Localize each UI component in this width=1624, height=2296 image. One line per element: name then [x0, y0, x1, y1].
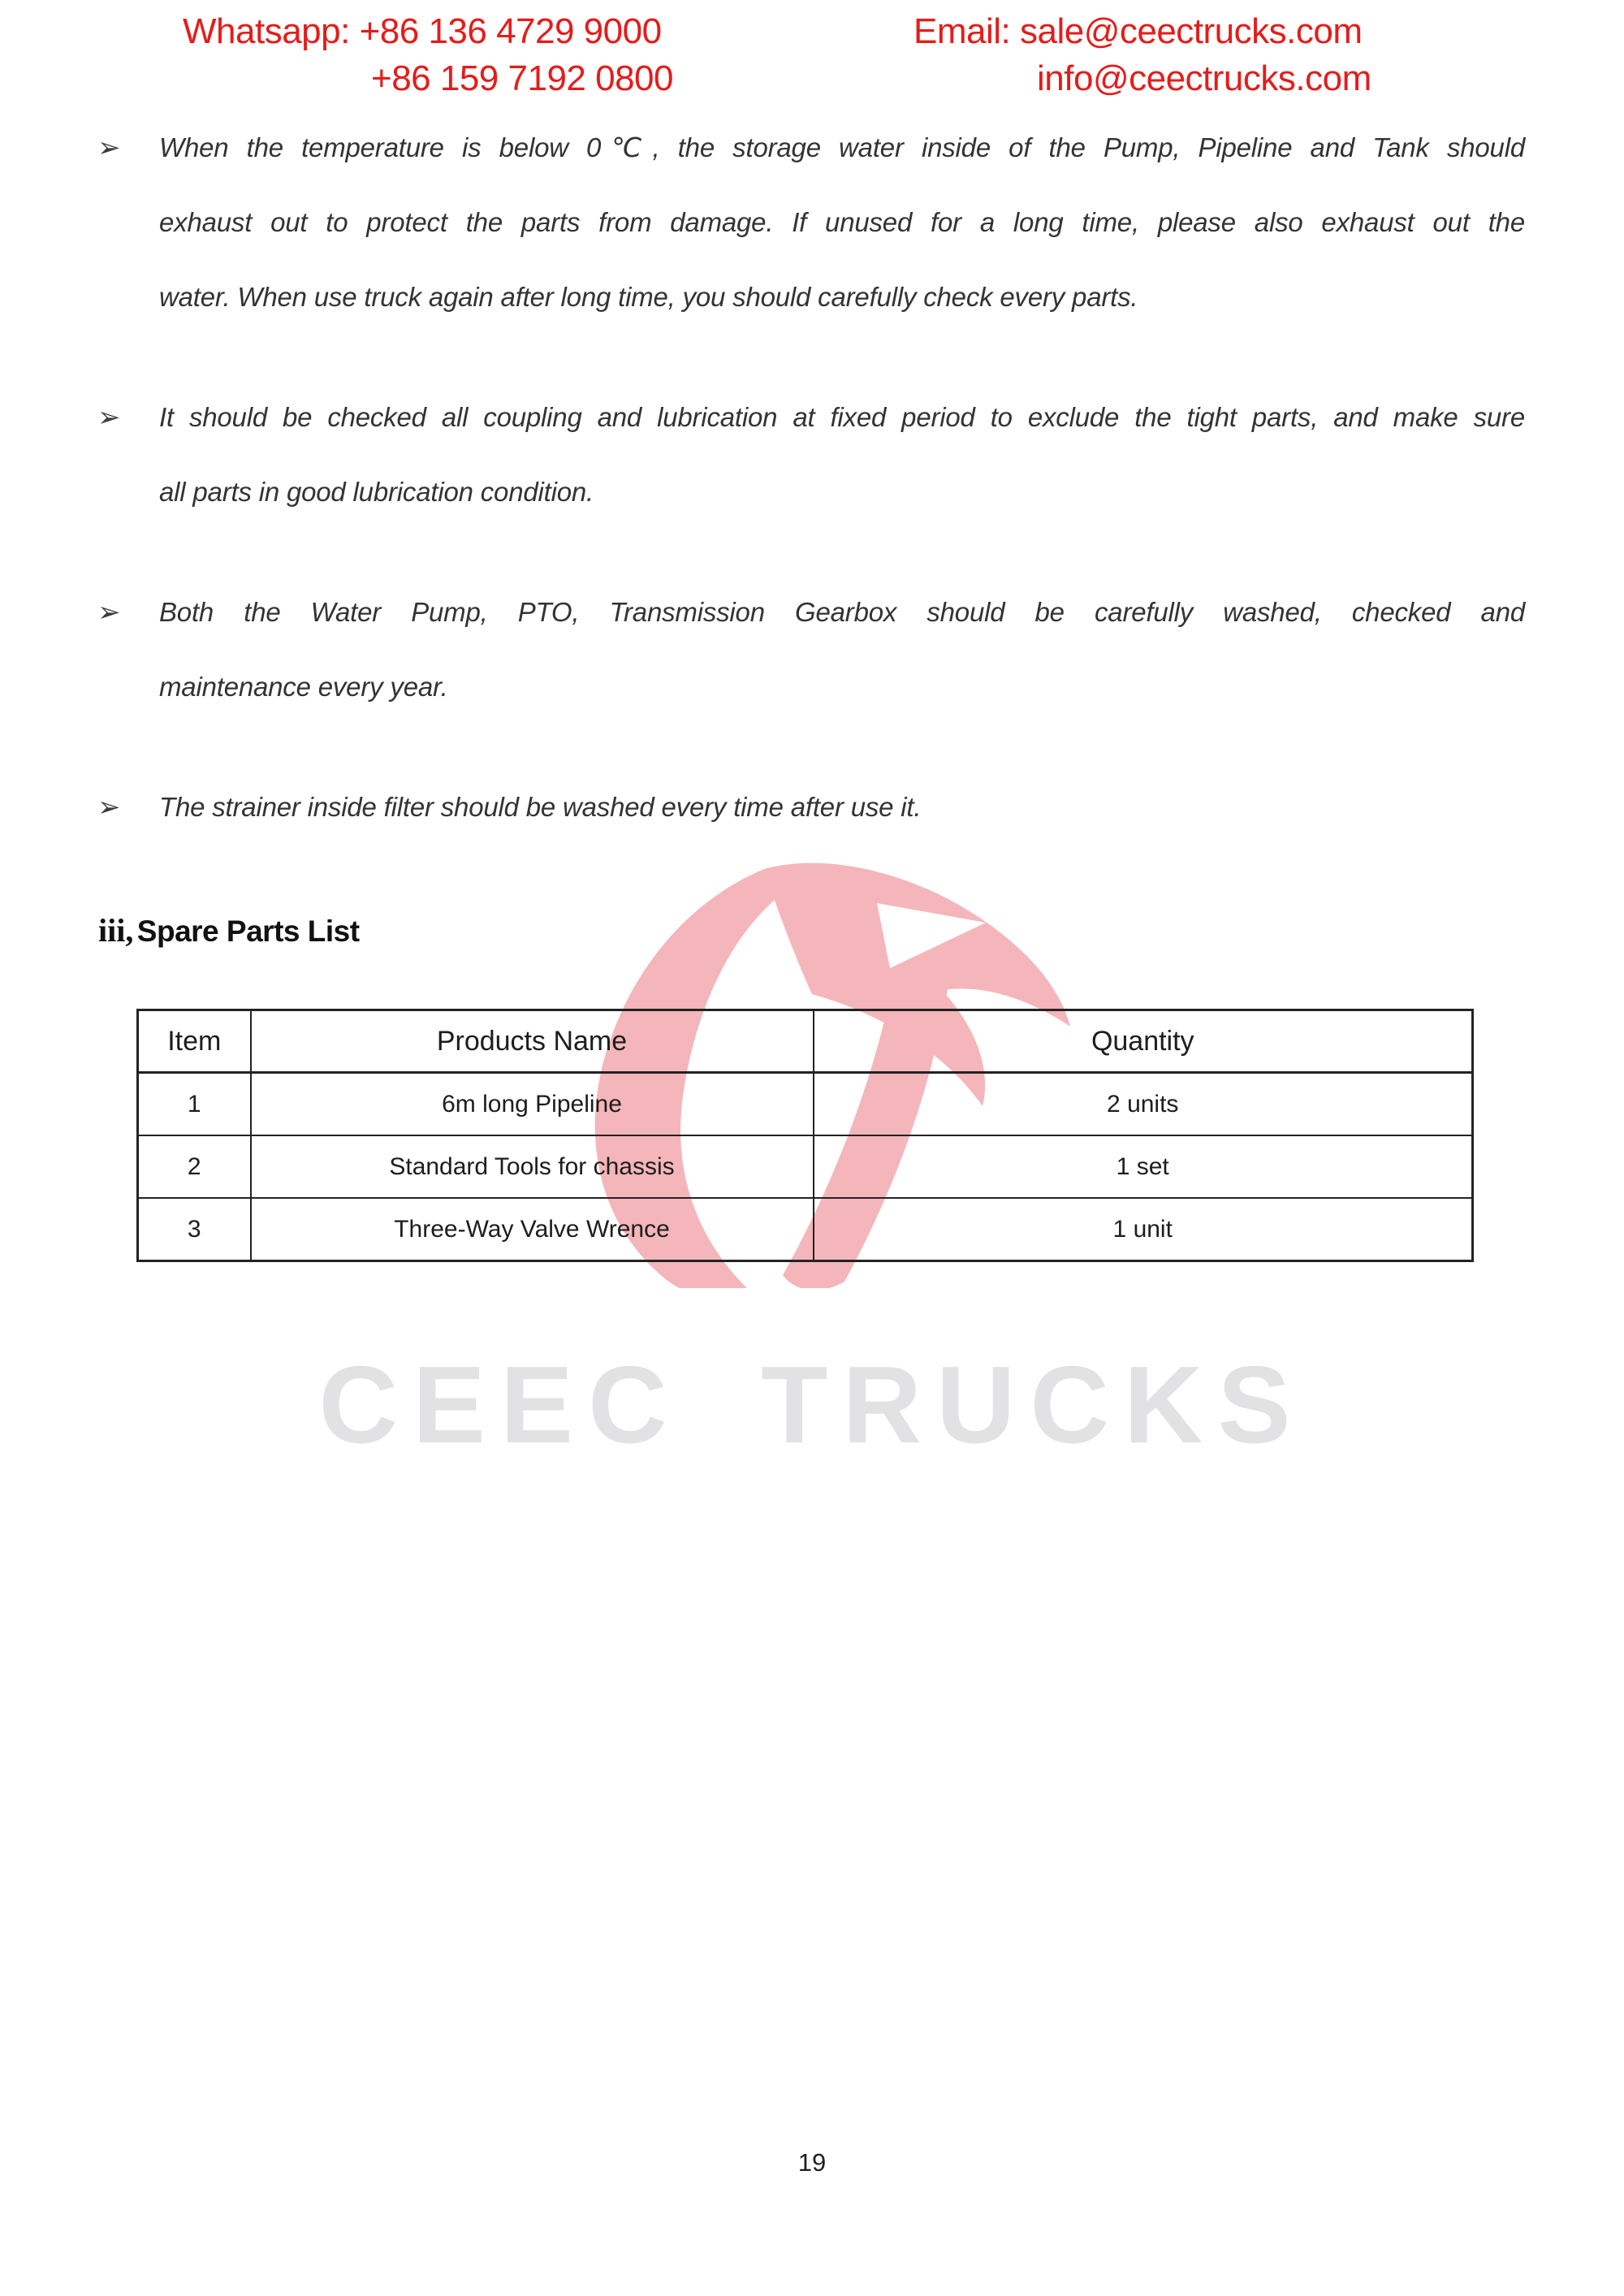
bullet-line: The strainer inside filter should be washed every time after use it. — [159, 792, 922, 822]
list-item — [97, 770, 1525, 845]
section-heading — [98, 911, 360, 949]
email-label: Email: — [914, 11, 1011, 51]
bullet-text — [159, 575, 1525, 724]
whatsapp-line-1 — [183, 8, 673, 55]
email-address-2: info@ceectrucks.com — [1037, 58, 1371, 98]
cell-quantity: 2 units — [814, 1073, 1473, 1136]
cell-quantity: 1 set — [814, 1135, 1473, 1198]
bullet-text — [159, 110, 1525, 335]
column-header-quantity: Quantity — [814, 1010, 1473, 1073]
bullet-line: When the temperature is below 0℃, the storage water inside of the Pump, Pipeline and Tank should — [159, 132, 1525, 162]
contact-email-block — [914, 8, 1371, 102]
email-address-1: sale@ceectrucks.com — [1019, 11, 1363, 51]
section-title: Spare Parts List — [136, 915, 360, 948]
bullet-text — [159, 770, 1525, 845]
section-numeral: iii, — [98, 912, 134, 949]
bullet-line: exhaust out to protect the parts from damage. If unused for a long time, please also exhaust out the — [159, 207, 1525, 237]
bullet-line: all parts in good lubrication condition. — [159, 477, 594, 507]
bullet-line: maintenance every year. — [159, 672, 448, 702]
cell-product-name: Three-Way Valve Wrence — [251, 1198, 814, 1261]
whatsapp-label: Whatsapp: — [183, 11, 350, 51]
table-header-row — [138, 1010, 1473, 1073]
list-item — [97, 380, 1525, 530]
contact-whatsapp-block — [183, 8, 673, 102]
cell-product-name: Standard Tools for chassis — [251, 1135, 814, 1198]
arrowhead-bullet-icon: ➢ — [97, 597, 121, 628]
bullet-line: water. When use truck again after long time, you should carefully check every parts. — [159, 282, 1138, 312]
bullet-line: It should be checked all coupling and lubrication at fixed period to exclude the tight parts, and make sure — [159, 402, 1525, 432]
arrowhead-bullet-icon: ➢ — [97, 792, 121, 823]
whatsapp-number-1: +86 136 4729 9000 — [359, 11, 662, 51]
cell-item: 3 — [138, 1198, 251, 1261]
maintenance-notes-list — [97, 110, 1525, 845]
list-item — [97, 110, 1525, 335]
list-item — [97, 575, 1525, 724]
cell-product-name: 6m long Pipeline — [251, 1073, 814, 1136]
table-row — [138, 1198, 1473, 1261]
cell-item: 1 — [138, 1073, 251, 1136]
table-row — [138, 1073, 1473, 1136]
arrowhead-bullet-icon: ➢ — [97, 402, 121, 433]
whatsapp-number-2: +86 159 7192 0800 — [371, 58, 673, 98]
column-header-products-name: Products Name — [251, 1010, 814, 1073]
cell-item: 2 — [138, 1135, 251, 1198]
bullet-line: Both the Water Pump, PTO, Transmission Gearbox should be carefully washed, checked and — [159, 597, 1525, 627]
cell-quantity: 1 unit — [814, 1198, 1473, 1261]
email-line-1 — [914, 8, 1371, 55]
column-header-item: Item — [138, 1010, 251, 1073]
page-number: 19 — [797, 2148, 827, 2177]
table-row — [138, 1135, 1473, 1198]
watermark-text: CEEC TRUCKS — [318, 1343, 1306, 1466]
arrowhead-bullet-icon: ➢ — [97, 132, 121, 163]
spare-parts-table — [136, 1009, 1474, 1262]
bullet-text — [159, 380, 1525, 530]
